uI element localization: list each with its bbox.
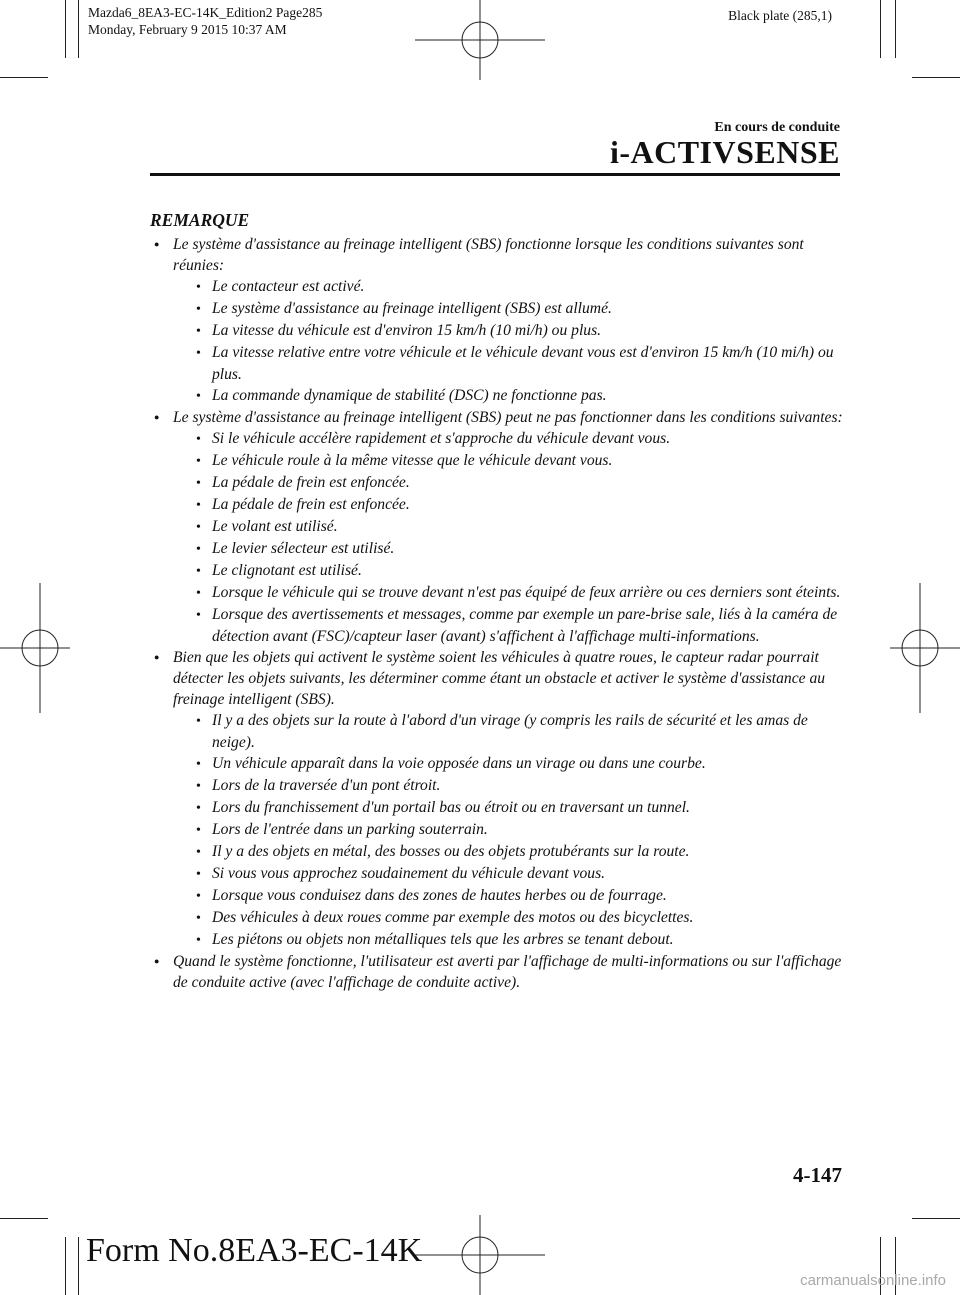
registration-mark-right <box>890 583 960 713</box>
note-subitem: • Le contacteur est activé. <box>173 276 850 298</box>
note-subitem: • Le volant est utilisé. <box>173 516 850 538</box>
note-subitem: • Le véhicule roule à la même vitesse que le véhicule devant vous. <box>173 450 850 472</box>
chapter-title: i-ACTIVSENSE <box>609 134 840 170</box>
note-subitem: • La commande dynamique de stabilité (DSC) ne fonctionne pas. <box>173 385 850 407</box>
crop-mark <box>78 1237 79 1295</box>
crop-mark <box>0 77 48 78</box>
crop-mark <box>912 1218 960 1219</box>
note-item-text: Le système d'assistance au freinage intelligent (SBS) fonctionne lorsque les conditions suivantes sont réunies: <box>173 236 804 274</box>
note-subitem: • Si le véhicule accélère rapidement et s'approche du véhicule devant vous. <box>173 428 850 450</box>
crop-mark <box>0 1218 48 1219</box>
registration-mark-left <box>0 583 70 713</box>
note-subitem: • La pédale de frein est enfoncée. <box>173 494 850 516</box>
registration-mark-bottom <box>415 1215 545 1295</box>
print-header-date: Monday, February 9 2015 10:37 AM <box>88 22 287 37</box>
crop-mark <box>65 0 66 58</box>
note-item <box>150 234 850 407</box>
note-item-text: Quand le système fonctionne, l'utilisateur est averti par l'affichage de multi-informations ou sur l'affichage de conduite active (avec l'affichage de conduite active). <box>173 953 842 991</box>
plate-label: Black plate (285,1) <box>728 8 832 23</box>
note-subitem: • Lors du franchissement d'un portail bas ou étroit ou en traversant un tunnel. <box>173 797 850 819</box>
note-subitem: • Le clignotant est utilisé. <box>173 560 850 582</box>
note-item <box>150 647 850 951</box>
note-item-text: Le système d'assistance au freinage intelligent (SBS) peut ne pas fonctionner dans les conditions suivantes: <box>173 409 843 426</box>
crop-mark <box>895 0 896 58</box>
note-item <box>150 951 850 993</box>
note-subitem: • Il y a des objets sur la route à l'abord d'un virage (y compris les rails de sécurité et les amas de neige). <box>173 710 850 753</box>
note-sublist <box>173 428 850 647</box>
note-subitem: • La vitesse relative entre votre véhicule et le véhicule devant vous est d'environ 15 km/h (10 mi/h) ou plus. <box>173 342 850 385</box>
note-sublist <box>173 276 850 407</box>
crop-mark <box>912 77 960 78</box>
note-subitem: • La vitesse du véhicule est d'environ 15 km/h (10 mi/h) ou plus. <box>173 320 850 342</box>
note-subitem: • La pédale de frein est enfoncée. <box>173 472 850 494</box>
note-subitem: • Le levier sélecteur est utilisé. <box>173 538 850 560</box>
note-subitem: • Si vous vous approchez soudainement du véhicule devant vous. <box>173 863 850 885</box>
note-subitem: • Lorsque vous conduisez dans des zones de hautes herbes ou de fourrage. <box>173 885 850 907</box>
header-rule <box>150 173 840 176</box>
crop-mark <box>880 0 881 58</box>
note-subitem: • Les piétons ou objets non métalliques tels que les arbres se tenant debout. <box>173 929 850 951</box>
note-subitem: • Lorsque le véhicule qui se trouve devant n'est pas équipé de feux arrière ou ces derniers sont éteints. <box>173 582 850 604</box>
note-subitem: • Lorsque des avertissements et messages, comme par exemple un pare-brise sale, liés à la caméra de détection avant (FSC)/capteur laser (avant) s'affichent à l'affichage multi-informations. <box>173 604 850 647</box>
watermark: carmanualsonline.info <box>800 1272 946 1289</box>
note-subitem: • Un véhicule apparaît dans la voie opposée dans un virage ou dans une courbe. <box>173 753 850 775</box>
page-number: 4-147 <box>793 1163 842 1187</box>
note-subitem: • Des véhicules à deux roues comme par exemple des motos ou des bicyclettes. <box>173 907 850 929</box>
print-header <box>88 4 322 38</box>
crop-mark <box>78 0 79 58</box>
section-label: En cours de conduite <box>714 120 840 135</box>
form-number: Form No.8EA3-EC-14K <box>86 1232 423 1269</box>
registration-mark-top <box>415 0 545 80</box>
note-item <box>150 407 850 647</box>
note-subitem: • Lors de la traversée d'un pont étroit. <box>173 775 850 797</box>
note-item-text: Bien que les objets qui activent le système soient les véhicules à quatre roues, le capteur radar pourrait détecter les objets suivants, les déterminer comme étant un obstacle et activer le système d'assistance au freinage intelligent (SBS). <box>173 649 826 708</box>
note-title: REMARQUE <box>150 210 250 230</box>
note-block <box>150 210 850 993</box>
print-header-file: Mazda6_8EA3-EC-14K_Edition2 Page285 <box>88 5 323 20</box>
note-sublist <box>173 710 850 951</box>
note-list <box>150 234 850 993</box>
crop-mark <box>65 1237 66 1295</box>
note-subitem: • Lors de l'entrée dans un parking souterrain. <box>173 819 850 841</box>
note-subitem: • Il y a des objets en métal, des bosses ou des objets protubérants sur la route. <box>173 841 850 863</box>
note-subitem: • Le système d'assistance au freinage intelligent (SBS) est allumé. <box>173 298 850 320</box>
